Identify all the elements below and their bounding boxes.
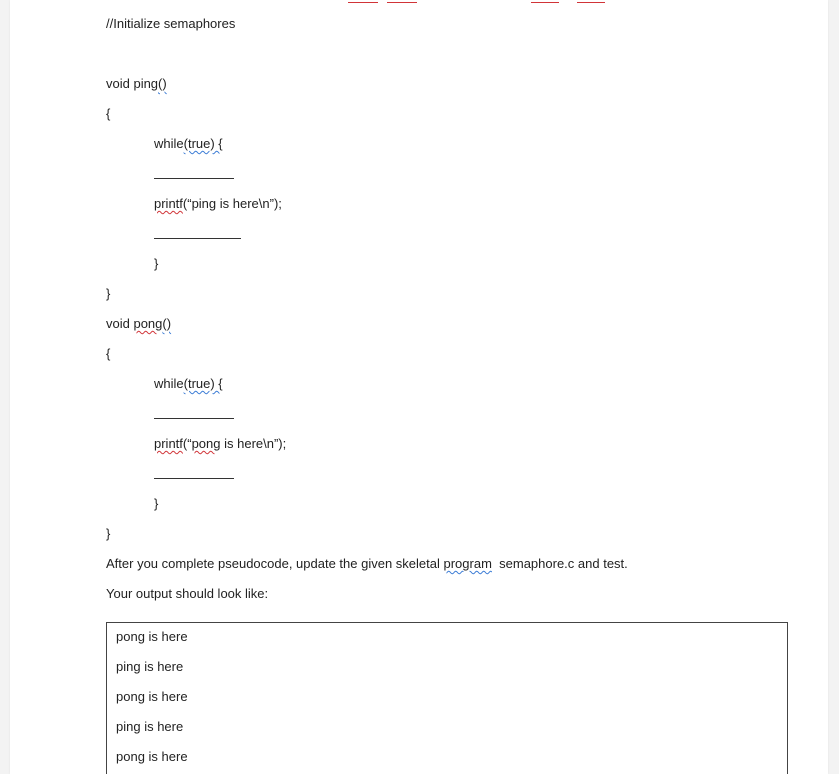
instruction-program-word: program — [443, 556, 492, 571]
ping-open-brace: { — [106, 106, 111, 121]
printf-args: is here\n”); — [220, 436, 287, 451]
ping-function-declaration — [106, 76, 167, 92]
output-line: pong is here — [116, 689, 188, 704]
pong-blank-1 — [154, 418, 234, 419]
ping-blank-1 — [154, 178, 234, 179]
instruction-after: semaphore.c and test. — [491, 556, 628, 571]
printf-keyword: printf — [154, 436, 183, 451]
while-keyword: while — [154, 136, 184, 151]
output-line: ping is here — [116, 659, 184, 674]
ping-blank-2 — [154, 238, 241, 239]
pong-close-brace: } — [106, 526, 111, 541]
cropped-previous-line — [10, 0, 828, 3]
spell-mark-fragment — [531, 0, 559, 3]
spell-mark-fragment — [348, 0, 378, 3]
while-keyword: while — [154, 376, 184, 391]
ping-parens: () — [158, 76, 167, 91]
pong-while-line — [154, 376, 223, 392]
pong-blank-2 — [154, 478, 234, 479]
ping-decl-text: void ping — [106, 76, 159, 91]
pong-printf-line — [154, 436, 286, 452]
printf-pong-word: pong — [191, 436, 221, 451]
ping-printf-line — [154, 196, 282, 212]
output-box — [106, 622, 788, 774]
ping-close-brace: } — [106, 286, 111, 301]
spell-mark-fragment — [577, 0, 605, 3]
output-line: pong is here — [116, 749, 188, 764]
pong-open-brace: { — [106, 346, 111, 361]
pong-name: pong — [133, 316, 163, 331]
pong-inner-close-brace: } — [154, 496, 159, 511]
printf-args: (“ping is here\n”); — [182, 196, 282, 211]
output-line: pong is here — [116, 629, 188, 644]
while-condition: (true) { — [183, 376, 223, 391]
pong-decl-prefix: void — [106, 316, 134, 331]
document-page — [10, 0, 828, 774]
printf-open: (“ — [182, 436, 192, 451]
comment-line: //Initialize semaphores — [106, 16, 236, 31]
pong-parens: () — [162, 316, 172, 331]
ping-while-line — [154, 136, 223, 152]
spell-mark-fragment — [387, 0, 417, 3]
while-condition: (true) { — [183, 136, 223, 151]
instruction-paragraph — [106, 556, 628, 572]
ping-inner-close-brace: } — [154, 256, 159, 271]
output-line: ping is here — [116, 719, 184, 734]
printf-keyword: printf — [154, 196, 183, 211]
instruction-before: After you complete pseudocode, update the given skeletal — [106, 556, 444, 571]
pong-function-declaration — [106, 316, 171, 332]
output-intro: Your output should look like: — [106, 586, 269, 601]
